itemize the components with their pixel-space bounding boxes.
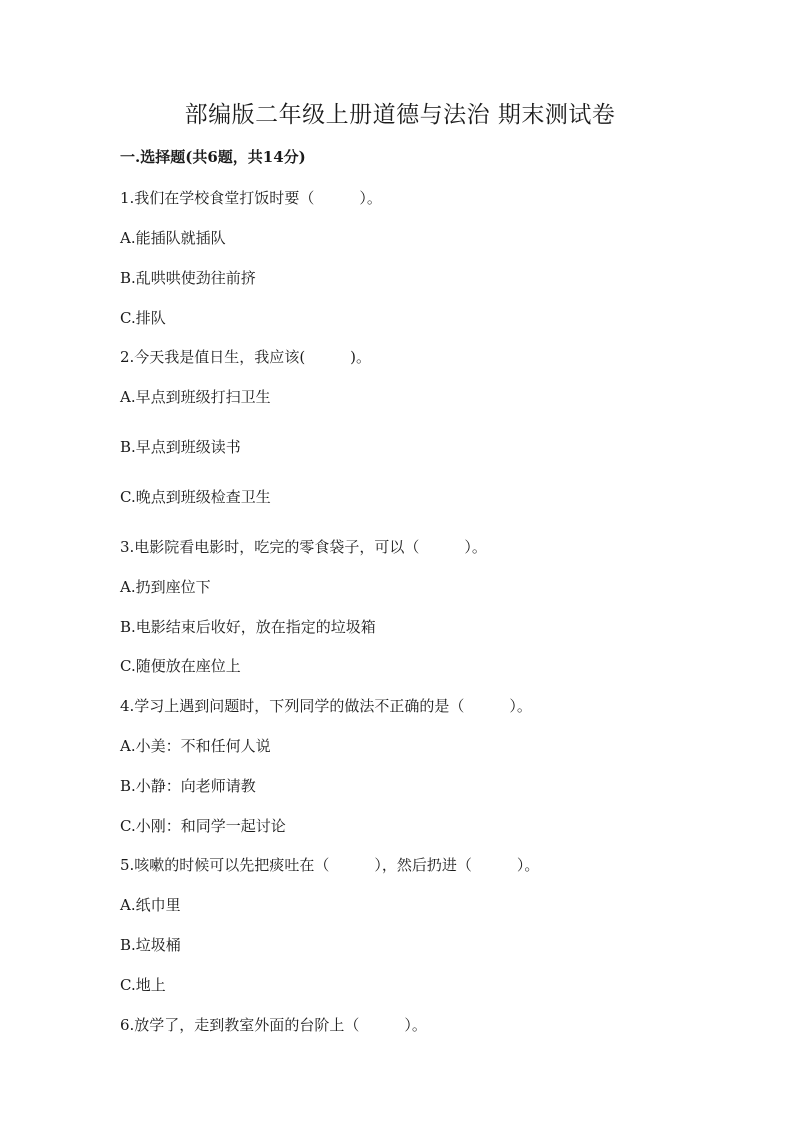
question-3-option-c: C.随便放在座位上 bbox=[120, 657, 241, 675]
question-4-option-c: C.小刚：和同学一起讨论 bbox=[120, 817, 286, 835]
question-5-option-c: C.地上 bbox=[120, 976, 166, 994]
page-title: 部编版二年级上册道德与法治 期末测试卷 bbox=[184, 102, 616, 128]
question-1-stem: 1.我们在学校食堂打饭时要（ ）。 bbox=[120, 189, 382, 207]
question-4-stem: 4.学习上遇到问题时，下列同学的做法不正确的是（ ）。 bbox=[120, 697, 532, 715]
question-2-option-a: A.早点到班级打扫卫生 bbox=[120, 388, 271, 406]
question-5-option-a: A.纸巾里 bbox=[120, 896, 181, 914]
question-3-option-b: B.电影结束后收好，放在指定的垃圾箱 bbox=[120, 618, 376, 636]
question-5-option-b: B.垃圾桶 bbox=[120, 936, 181, 954]
question-5-stem: 5.咳嗽的时候可以先把痰吐在（ ），然后扔进（ ）。 bbox=[120, 856, 540, 874]
question-3-stem: 3.电影院看电影时，吃完的零食袋子，可以（ ）。 bbox=[120, 538, 487, 556]
question-4-option-b: B.小静：向老师请教 bbox=[120, 777, 256, 795]
question-2-option-c: C.晚点到班级检查卫生 bbox=[120, 488, 271, 506]
question-2-option-b: B.早点到班级读书 bbox=[120, 438, 241, 456]
question-3-option-a: A.扔到座位下 bbox=[120, 578, 211, 596]
question-1-option-a: A.能插队就插队 bbox=[120, 229, 226, 247]
question-1-option-b: B.乱哄哄使劲往前挤 bbox=[120, 269, 256, 287]
question-6-stem: 6.放学了，走到教室外面的台阶上（ ）。 bbox=[120, 1016, 427, 1034]
section-heading: 一.选择题(共6题，共14分) bbox=[120, 148, 306, 166]
question-2-stem: 2.今天我是值日生，我应该( )。 bbox=[120, 348, 372, 366]
question-4-option-a: A.小美：不和任何人说 bbox=[120, 737, 271, 755]
question-1-option-c: C.排队 bbox=[120, 309, 166, 327]
